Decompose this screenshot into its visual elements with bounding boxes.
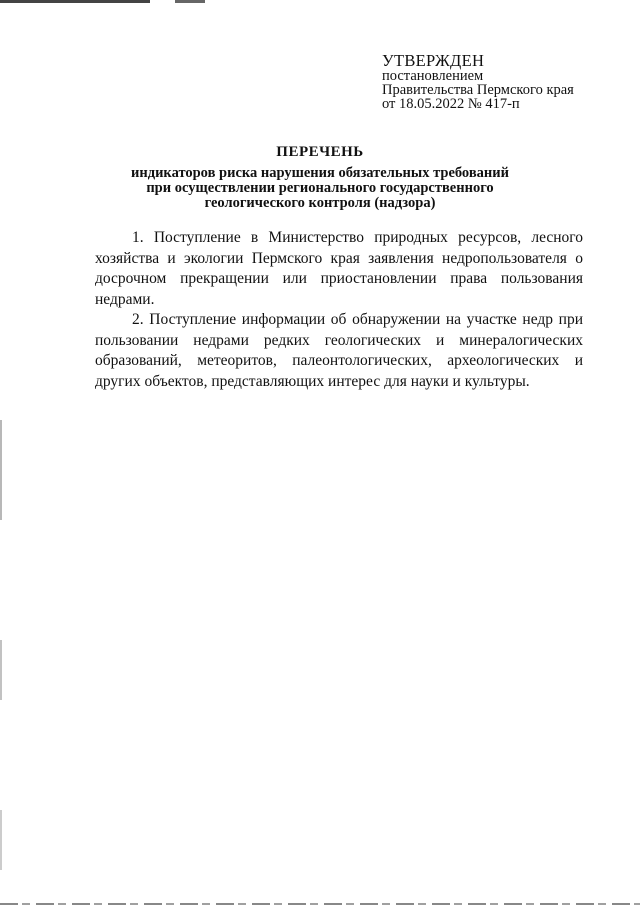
paragraph-1: 1. Поступление в Министерство природных ресурсов, лесного хозяйства и экологии Пермского края заявления недропользователя о досрочном прекращении или приостановлении права пользования недрами. xyxy=(95,229,583,308)
subtitle-line-1: индикаторов риска нарушения обязательных требований xyxy=(131,165,509,181)
approval-line-2: Правительства Пермского края xyxy=(382,82,574,98)
approval-block xyxy=(382,52,574,111)
document-subtitle xyxy=(0,166,640,211)
scan-artifact-left xyxy=(0,0,2,905)
document-title: ПЕРЕЧЕНЬ xyxy=(276,144,364,160)
approval-line-3: от 18.05.2022 № 417-п xyxy=(382,96,520,112)
scan-artifact-top xyxy=(0,0,230,3)
approval-title: УТВЕРЖДЕН xyxy=(382,51,485,70)
approval-line-1: постановлением xyxy=(382,68,484,84)
document-body xyxy=(95,228,583,392)
paragraph-2: 2. Поступление информации об обнаружении на участке недр при пользовании недрами редких геологических и минералогических образований, метеоритов, палеонтологических, археологических и других объектов, представляющих интерес для науки и культуры. xyxy=(95,311,583,390)
subtitle-line-2: при осуществлении регионального государственного xyxy=(146,180,494,196)
subtitle-line-3: геологического контроля (надзора) xyxy=(204,195,436,211)
